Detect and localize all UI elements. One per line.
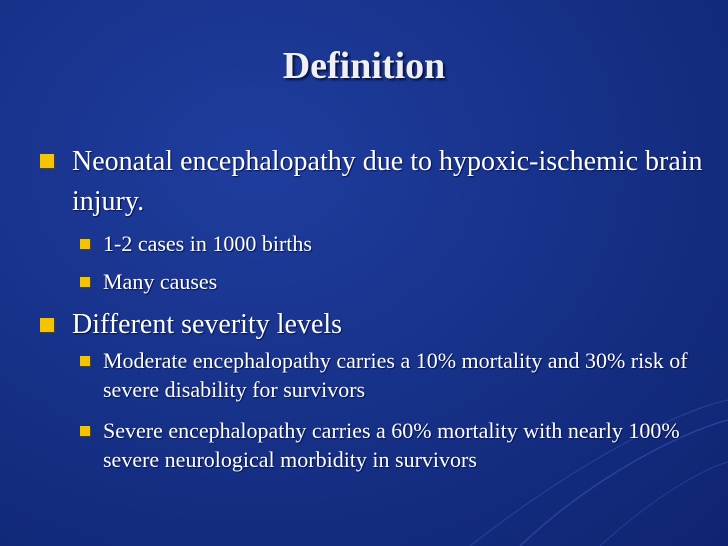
sub-bullet-icon — [80, 239, 90, 249]
bullet-icon — [40, 318, 54, 332]
bullet-text: Different severity levels — [72, 309, 343, 340]
sub-bullet-icon — [80, 356, 90, 366]
bullet-text: Neonatal encephalopathy due to hypoxic-ischemic brain injury. — [72, 146, 703, 217]
bullet-icon — [40, 154, 54, 168]
sub-bullet-text: 1-2 cases in 1000 births — [103, 231, 312, 256]
slide-title: Definition — [282, 45, 446, 87]
sub-bullet-text: Moderate encephalopathy carries a 10% mortality and 30% risk of severe disability for survivors — [103, 348, 688, 402]
sub-bullet-icon — [80, 426, 90, 436]
sub-bullet-icon — [80, 277, 90, 287]
sub-bullet-text: Many causes — [103, 269, 218, 294]
sub-bullet-text: Severe encephalopathy carries a 60% mortality with nearly 100% severe neurological morbidity in survivors — [103, 418, 680, 472]
